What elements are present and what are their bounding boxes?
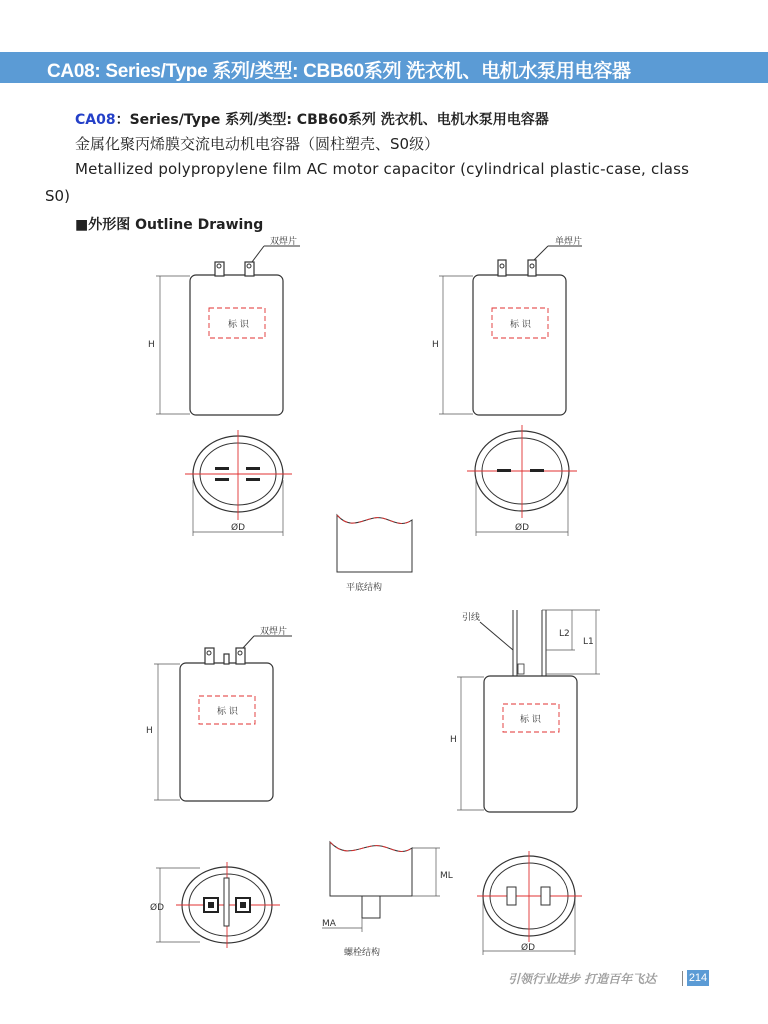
description-chinese: 金属化聚丙烯膜交流电动机电容器（圆柱塑壳、S0级） [75, 135, 440, 153]
label-mark: 标 识 [217, 707, 238, 717]
capacitor-single-lug-top-view [467, 425, 577, 536]
diameter-label: ØD [515, 523, 530, 533]
height-label: H [450, 735, 457, 745]
height-label: H [146, 726, 153, 736]
capacitor-double-lug-top-view [185, 430, 292, 536]
capacitor-double-lug-side-view-2 [146, 625, 292, 801]
outline-drawing-title: ■外形图 Outline Drawing [75, 217, 264, 233]
label-mark: 标 识 [510, 320, 531, 330]
label-mark: 标 识 [520, 715, 541, 725]
description-english-line2: S0) [45, 187, 70, 205]
heading-text: ：Series/Type 系列/类型: CBB60系列 洗衣机、电机水泵用电容器 [115, 112, 549, 128]
double-lug-label: 双焊片 [270, 237, 298, 247]
description-english-line1: Metallized polypropylene film AC motor capacitor (cylindrical plastic-case, class [75, 160, 690, 178]
capacitor-bolt-bottom-view-left [150, 862, 280, 948]
l1-label: L1 [583, 637, 594, 647]
ml-label: ML [440, 871, 453, 881]
ma-label: MA [322, 919, 336, 929]
height-label: H [148, 340, 155, 350]
banner-title: CA08: Series/Type 系列/类型: CBB60系列 洗衣机、电机水泵用电容器 [47, 61, 631, 82]
double-lug-label: 双焊片 [260, 627, 288, 637]
diameter-label: ØD [521, 943, 536, 953]
bolt-structure-label: 螺栓结构 [344, 948, 381, 958]
flat-bottom-label: 平底结构 [346, 583, 383, 593]
footer-slogan: 引领行业进步 打造百年飞达 [508, 972, 657, 986]
label-mark: 标 识 [228, 320, 249, 330]
bolt-structure [322, 842, 453, 958]
page-number: 214 [688, 972, 708, 984]
l2-label: L2 [559, 629, 570, 639]
footer-divider [682, 971, 683, 986]
flat-bottom-structure [337, 515, 412, 593]
diameter-label: ØD [231, 523, 246, 533]
diameter-label: ØD [150, 903, 165, 913]
capacitor-lead-wire-side-view [450, 610, 600, 812]
lead-wire-label: 引线 [462, 613, 481, 623]
capacitor-lead-wire-bottom-view [477, 851, 582, 955]
height-label: H [432, 340, 439, 350]
single-lug-label: 单焊片 [555, 237, 583, 247]
product-code: CA08 [75, 112, 116, 128]
capacitor-double-lug-side-view [148, 235, 300, 415]
capacitor-single-lug-side-view [432, 235, 582, 415]
